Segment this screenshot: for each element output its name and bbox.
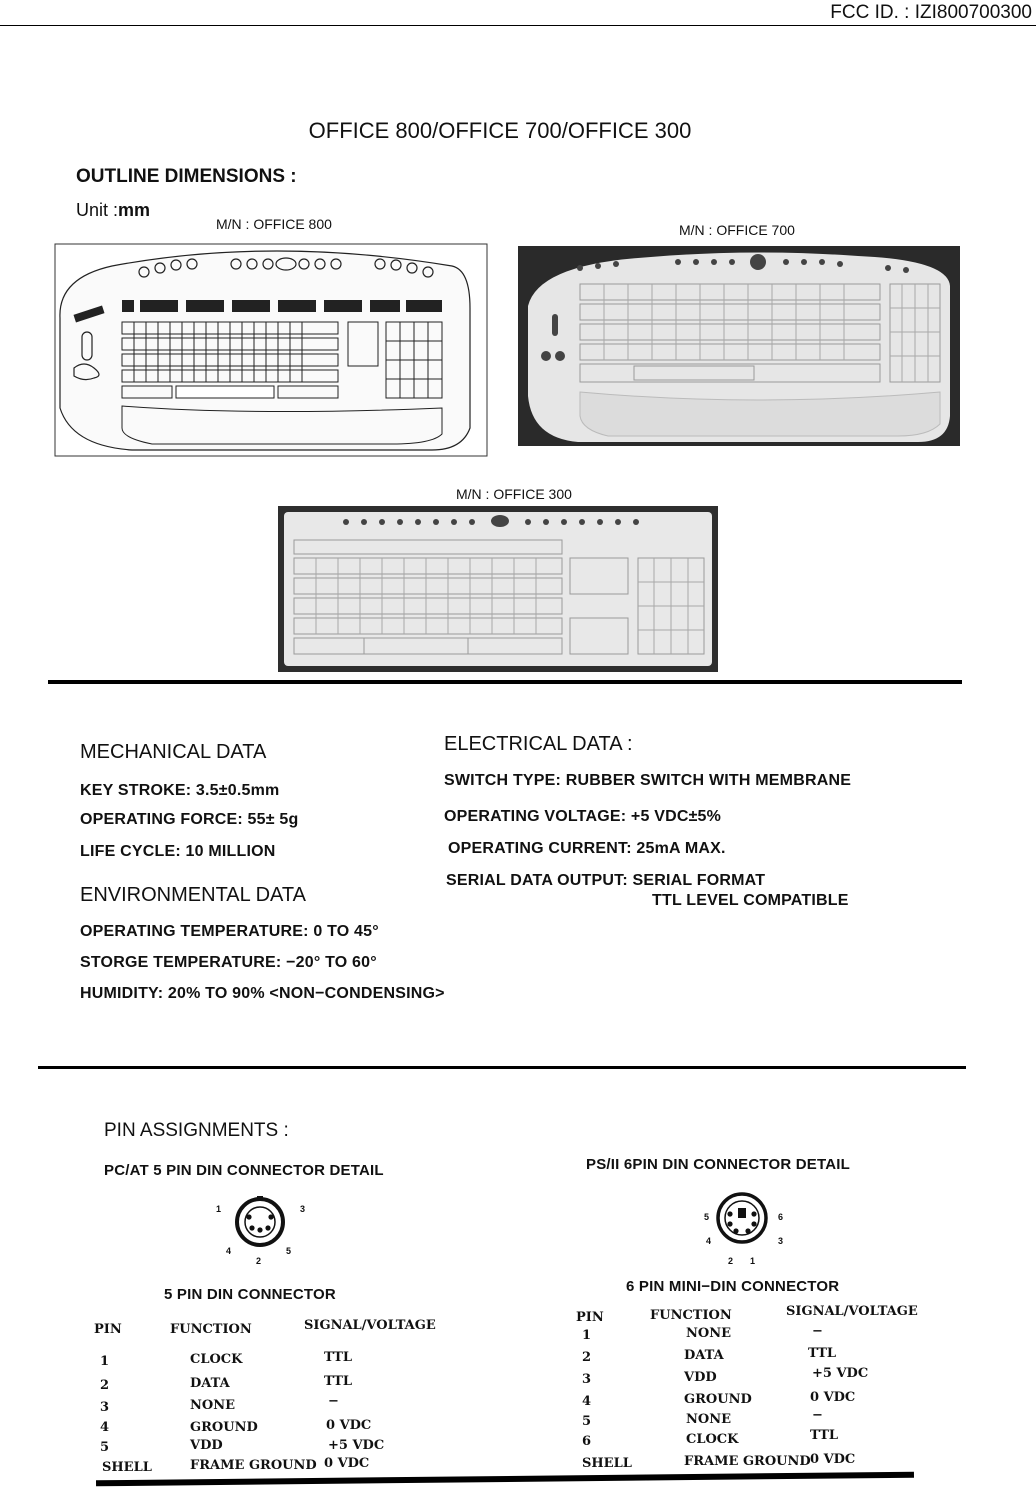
right-pin-cell: 4	[582, 1394, 592, 1409]
left-pin-cell: SHELL	[102, 1460, 152, 1475]
six-pin-mini-din-icon	[698, 1184, 794, 1270]
header-rule	[0, 25, 1036, 26]
right-column-header-pin: PIN	[576, 1310, 604, 1325]
left-column-header-function: FUNCTION	[170, 1322, 252, 1337]
section-divider-1	[48, 680, 962, 684]
right-function-cell: VDD	[684, 1370, 717, 1385]
operating-force: OPERATING FORCE: 55± 5g	[80, 811, 299, 828]
electrical-heading: ELECTRICAL DATA :	[444, 733, 633, 755]
environmental-heading: ENVIRONMENTAL DATA	[80, 884, 306, 906]
life-cycle: LIFE CYCLE: 10 MILLION	[80, 843, 276, 860]
unit-label: Unit :	[76, 200, 119, 220]
right-pin-cell: SHELL	[582, 1456, 632, 1471]
mini-din-pin-label: 5	[704, 1212, 710, 1222]
left-signal-cell: +5 VDC	[328, 1438, 385, 1453]
serial-data-output: SERIAL DATA OUTPUT: SERIAL FORMAT	[446, 872, 766, 889]
left-signal-cell: 0 VDC	[324, 1456, 370, 1471]
model-label-office-700: M/N : OFFICE 700	[679, 222, 795, 238]
model-label-office-300: M/N : OFFICE 300	[456, 486, 572, 502]
left-function-cell: VDD	[190, 1438, 223, 1453]
ttl-level: TTL LEVEL COMPATIBLE	[652, 892, 849, 909]
right-signal-cell: 0 VDC	[810, 1390, 856, 1405]
right-signal-cell: TTL	[808, 1346, 837, 1361]
left-pin-cell: 5	[100, 1440, 110, 1455]
right-pin-cell: 5	[582, 1414, 592, 1429]
left-connector-name: 5 PIN DIN CONNECTOR	[164, 1286, 336, 1303]
right-pin-cell: 1	[582, 1328, 592, 1343]
left-pin-cell: 4	[100, 1420, 110, 1435]
five-pin-din-icon	[214, 1190, 310, 1272]
left-function-cell: FRAME GROUND	[190, 1458, 317, 1473]
right-function-cell: DATA	[684, 1348, 724, 1363]
right-signal-cell: −	[812, 1408, 823, 1423]
mechanical-heading: MECHANICAL DATA	[80, 741, 267, 763]
office-700-keyboard-photo	[518, 246, 960, 446]
mini-din-pin-label: 4	[706, 1236, 712, 1246]
right-signal-cell: TTL	[810, 1428, 839, 1443]
office-300-keyboard-photo	[278, 506, 718, 672]
left-signal-cell: −	[328, 1394, 339, 1409]
right-connector-detail-title: PS/II 6PIN DIN CONNECTOR DETAIL	[586, 1156, 851, 1173]
left-function-cell: CLOCK	[190, 1352, 243, 1367]
left-pin-cell: 3	[100, 1400, 110, 1415]
operating-current: OPERATING CURRENT: 25mA MAX.	[448, 840, 726, 857]
right-column-header-signal: SIGNAL/VOLTAGE	[786, 1304, 918, 1319]
unit-value: mm	[118, 200, 151, 220]
right-function-cell: NONE	[686, 1412, 731, 1427]
left-function-cell: NONE	[190, 1398, 235, 1413]
switch-type: SWITCH TYPE: RUBBER SWITCH WITH MEMBRANE	[444, 772, 852, 789]
bottom-rule	[96, 1472, 914, 1487]
left-column-header-pin: PIN	[94, 1322, 122, 1337]
din5-pin-label: 1	[216, 1204, 222, 1214]
left-function-cell: DATA	[190, 1376, 230, 1391]
right-function-cell: FRAME GROUND	[684, 1454, 811, 1469]
right-function-cell: CLOCK	[686, 1432, 739, 1447]
din5-pin-label: 5	[286, 1246, 292, 1256]
din5-pin-label: 2	[256, 1256, 262, 1266]
fcc-id: FCC ID. : IZI800700300	[830, 2, 1032, 23]
left-pin-cell: 2	[100, 1378, 110, 1393]
right-signal-cell: 0 VDC	[810, 1452, 856, 1467]
right-pin-cell: 6	[582, 1434, 592, 1449]
document-title: OFFICE 800/OFFICE 700/OFFICE 300	[308, 118, 692, 143]
model-label-office-800: M/N : OFFICE 800	[216, 216, 332, 232]
key-stroke: KEY STROKE: 3.5±0.5mm	[80, 782, 280, 799]
left-signal-cell: TTL	[324, 1374, 353, 1389]
left-column-header-signal: SIGNAL/VOLTAGE	[304, 1318, 436, 1333]
mini-din-pin-label: 6	[778, 1212, 784, 1222]
left-pin-cell: 1	[100, 1354, 110, 1369]
left-signal-cell: 0 VDC	[326, 1418, 372, 1433]
storage-temperature: STORGE TEMPERATURE: −20° TO 60°	[80, 954, 377, 971]
mini-din-pin-label: 3	[778, 1236, 784, 1246]
left-connector-detail-title: PC/AT 5 PIN DIN CONNECTOR DETAIL	[104, 1162, 384, 1179]
office-800-keyboard-drawing	[52, 238, 492, 460]
mini-din-pin-label: 1	[750, 1256, 756, 1266]
unit-line	[76, 200, 150, 221]
right-column-header-function: FUNCTION	[650, 1308, 732, 1323]
right-signal-cell: −	[812, 1324, 823, 1339]
pins-heading: PIN ASSIGNMENTS :	[104, 1120, 289, 1141]
right-connector-name: 6 PIN MINI−DIN CONNECTOR	[626, 1278, 840, 1295]
outline-heading: OUTLINE DIMENSIONS :	[76, 166, 297, 187]
right-function-cell: GROUND	[684, 1392, 752, 1407]
din5-pin-label: 4	[226, 1246, 232, 1256]
operating-voltage: OPERATING VOLTAGE: +5 VDC±5%	[444, 808, 722, 825]
right-function-cell: NONE	[686, 1326, 731, 1341]
five-pin-din-connector-diagram	[214, 1190, 310, 1272]
humidity: HUMIDITY: 20% TO 90% <NON−CONDENSING>	[80, 985, 445, 1002]
din5-pin-label: 3	[300, 1204, 306, 1214]
left-signal-cell: TTL	[324, 1350, 353, 1365]
six-pin-mini-din-connector-diagram	[698, 1184, 794, 1270]
right-pin-cell: 3	[582, 1372, 592, 1387]
operating-temperature: OPERATING TEMPERATURE: 0 TO 45°	[80, 923, 379, 940]
left-function-cell: GROUND	[190, 1420, 258, 1435]
right-signal-cell: +5 VDC	[812, 1366, 869, 1381]
section-divider-2	[38, 1066, 966, 1069]
mini-din-pin-label: 2	[728, 1256, 734, 1266]
right-pin-cell: 2	[582, 1350, 592, 1365]
